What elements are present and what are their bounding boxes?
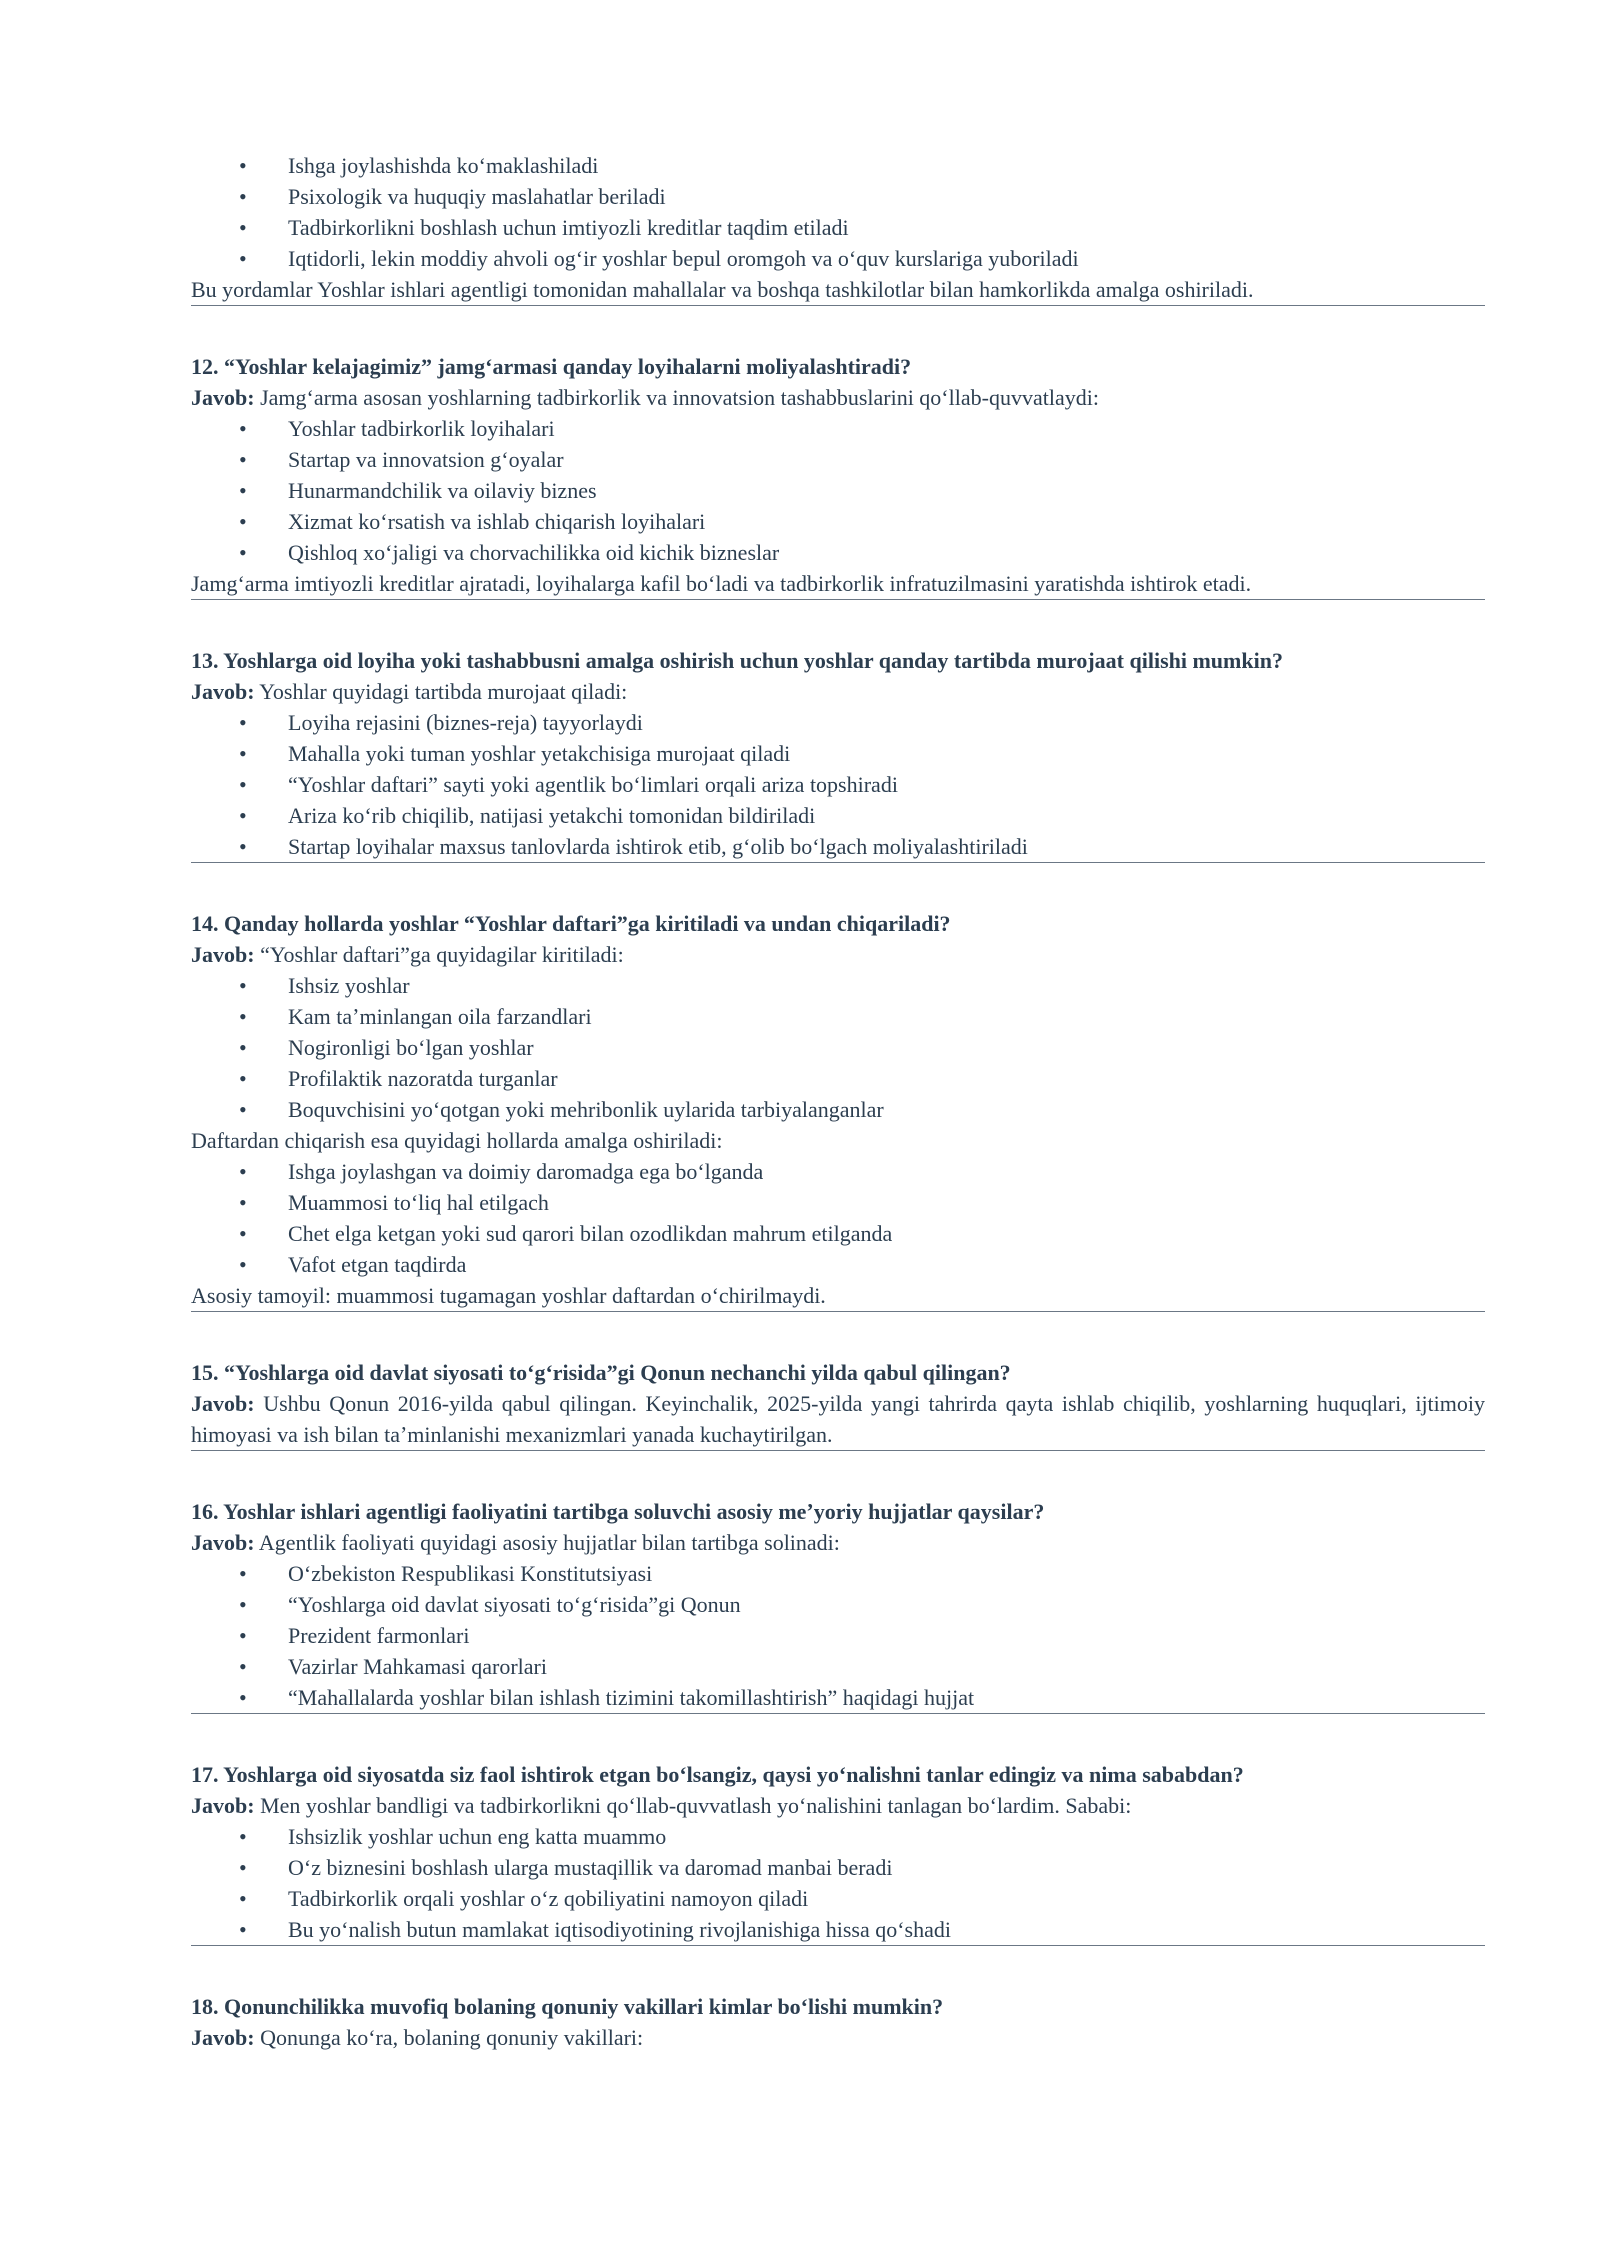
answer-body: Qonunga koʻra, bolaning qonuniy vakillari: [260, 2025, 644, 2050]
list-item: • Vafot etgan taqdirda [191, 1249, 1485, 1280]
list-item: • Prezident farmonlari [191, 1620, 1485, 1651]
question-heading: 17. Yoshlarga oid siyosatda siz faol ishtirok etgan boʻlsangiz, qaysi yoʻnalishni tanlar edingiz va nima sababdan? [191, 1762, 1244, 1787]
answer-label: Javob: [191, 1530, 255, 1555]
list-item: • Mahalla yoki tuman yoshlar yetakchisiga murojaat qiladi [191, 738, 1485, 769]
closing-text: Bu yordamlar Yoshlar ishlari agentligi tomonidan mahallalar va boshqa tashkilotlar bilan hamkorlikda amalga oshiriladi. [191, 277, 1254, 302]
answer-body: Agentlik faoliyati quyidagi asosiy hujjatlar bilan tartibga solinadi: [258, 1530, 840, 1555]
document-page [191, 150, 1485, 2053]
question-heading: 15. “Yoshlarga oid davlat siyosati toʻgʻrisida”gi Qonun nechanchi yilda qabul qilingan? [191, 1360, 1011, 1385]
question-heading: 16. Yoshlar ishlari agentligi faoliyatini tartibga soluvchi asosiy meʼyoriy hujjatlar qaysilar? [191, 1499, 1045, 1524]
answer-label: Javob: [191, 679, 255, 704]
answer-body: Jamgʻarma asosan yoshlarning tadbirkorlik va innovatsion tashabbuslarini qoʻllab-quvvatlaydi: [260, 385, 1099, 410]
bullet-list [191, 413, 1485, 568]
list-item: • Startap loyihalar maxsus tanlovlarda ishtirok etib, gʻolib boʻlgach moliyalashtiriladi [191, 831, 1485, 862]
list-item: • Xizmat koʻrsatish va ishlab chiqarish loyihalari [191, 506, 1485, 537]
list-item: • Kam taʼminlangan oila farzandlari [191, 1001, 1485, 1032]
bullet-list [191, 1156, 1485, 1280]
list-item: • Chet elga ketgan yoki sud qarori bilan ozodlikdan mahrum etilganda [191, 1218, 1485, 1249]
list-item: • “Yoshlarga oid davlat siyosati toʻgʻrisida”gi Qonun [191, 1589, 1485, 1620]
closing-text: Asosiy tamoyil: muammosi tugamagan yoshlar daftardan oʻchirilmaydi. [191, 1283, 826, 1308]
bullet-list [191, 707, 1485, 862]
list-item: • Boquvchisini yoʻqotgan yoki mehribonlik uylarida tarbiyalanganlar [191, 1094, 1485, 1125]
bullet-list [191, 970, 1485, 1125]
list-item: • Nogironligi boʻlgan yoshlar [191, 1032, 1485, 1063]
answer-label: Javob: [191, 942, 255, 967]
list-item: • Psixologik va huquqiy maslahatlar beriladi [191, 181, 1485, 212]
list-item: • Tadbirkorlikni boshlash uchun imtiyozli kreditlar taqdim etiladi [191, 212, 1485, 243]
list-item: • Iqtidorli, lekin moddiy ahvoli ogʻir yoshlar bepul oromgoh va oʻquv kurslariga yuboriladi [191, 243, 1485, 274]
middle-text: Daftardan chiqarish esa quyidagi hollarda amalga oshiriladi: [191, 1128, 723, 1153]
question-heading: 14. Qanday hollarda yoshlar “Yoshlar daftari”ga kiritiladi va undan chiqariladi? [191, 911, 951, 936]
question-section-15 [191, 1357, 1485, 1451]
list-item: • Vazirlar Mahkamasi qarorlari [191, 1651, 1485, 1682]
answer-label: Javob: [191, 385, 255, 410]
question-section-16 [191, 1496, 1485, 1714]
list-item: • Ishsizlik yoshlar uchun eng katta muammo [191, 1821, 1485, 1852]
answer-text [191, 1790, 1485, 1821]
answer-text [191, 2022, 1485, 2053]
list-item: • Ishsiz yoshlar [191, 970, 1485, 1001]
bullet-list [191, 1558, 1485, 1713]
list-item: • Muammosi toʻliq hal etilgach [191, 1187, 1485, 1218]
answer-body: Yoshlar quyidagi tartibda murojaat qiladi: [259, 679, 628, 704]
list-item: • “Mahallalarda yoshlar bilan ishlash tizimini takomillashtirish” haqidagi hujjat [191, 1682, 1485, 1713]
question-section-18 [191, 1991, 1485, 2053]
list-item: • Ishga joylashishda koʻmaklashiladi [191, 150, 1485, 181]
list-item: • “Yoshlar daftari” sayti yoki agentlik boʻlimlari orqali ariza topshiradi [191, 769, 1485, 800]
list-item: • Ishga joylashgan va doimiy daromadga ega boʻlganda [191, 1156, 1485, 1187]
list-item: • Profilaktik nazoratda turganlar [191, 1063, 1485, 1094]
answer-text [191, 382, 1485, 413]
list-item: • Oʻzbekiston Respublikasi Konstitutsiyasi [191, 1558, 1485, 1589]
answer-label: Javob: [191, 1391, 255, 1416]
answer-body: “Yoshlar daftari”ga quyidagilar kiritiladi: [260, 942, 624, 967]
question-section-14 [191, 908, 1485, 1312]
list-item: • Yoshlar tadbirkorlik loyihalari [191, 413, 1485, 444]
answer-text [191, 1388, 1485, 1450]
question-heading: 13. Yoshlarga oid loyiha yoki tashabbusni amalga oshirish uchun yoshlar qanday tartibda murojaat qilishi mumkin? [191, 648, 1283, 673]
answer-body: Ushbu Qonun 2016-yilda qabul qilingan. Keyinchalik, 2025-yilda yangi tahrirda qayta ishlab chiqilib, yoshlarning huquqlari, ijtimoiy himoyasi va ish bilan taʼminlanishi mexanizmlari yanada kuchaytirilgan. [191, 1391, 1486, 1447]
list-item: • Hunarmandchilik va oilaviy biznes [191, 475, 1485, 506]
answer-text [191, 1527, 1485, 1558]
question-section-17 [191, 1759, 1485, 1946]
answer-body: Men yoshlar bandligi va tadbirkorlikni qoʻllab-quvvatlash yoʻnalishini tanlagan boʻlardim. Sababi: [260, 1793, 1132, 1818]
bullet-list [191, 150, 1485, 274]
bullet-list [191, 1821, 1485, 1945]
intro-section [191, 150, 1485, 306]
answer-label: Javob: [191, 1793, 255, 1818]
answer-label: Javob: [191, 2025, 255, 2050]
list-item: • Bu yoʻnalish butun mamlakat iqtisodiyotining rivojlanishiga hissa qoʻshadi [191, 1914, 1485, 1945]
list-item: • Qishloq xoʻjaligi va chorvachilikka oid kichik bizneslar [191, 537, 1485, 568]
list-item: • Tadbirkorlik orqali yoshlar oʻz qobiliyatini namoyon qiladi [191, 1883, 1485, 1914]
list-item: • Ariza koʻrib chiqilib, natijasi yetakchi tomonidan bildiriladi [191, 800, 1485, 831]
list-item: • Oʻz biznesini boshlash ularga mustaqillik va daromad manbai beradi [191, 1852, 1485, 1883]
question-heading: 18. Qonunchilikka muvofiq bolaning qonuniy vakillari kimlar boʻlishi mumkin? [191, 1994, 944, 2019]
list-item: • Startap va innovatsion gʻoyalar [191, 444, 1485, 475]
question-section-12 [191, 351, 1485, 600]
closing-text: Jamgʻarma imtiyozli kreditlar ajratadi, loyihalarga kafil boʻladi va tadbirkorlik infratuzilmasini yaratishda ishtirok etadi. [191, 571, 1252, 596]
question-heading: 12. “Yoshlar kelajagimiz” jamgʻarmasi qanday loyihalarni moliyalashtiradi? [191, 354, 912, 379]
list-item: • Loyiha rejasini (biznes-reja) tayyorlaydi [191, 707, 1485, 738]
answer-text [191, 939, 1485, 970]
question-section-13 [191, 645, 1485, 863]
answer-text [191, 676, 1485, 707]
